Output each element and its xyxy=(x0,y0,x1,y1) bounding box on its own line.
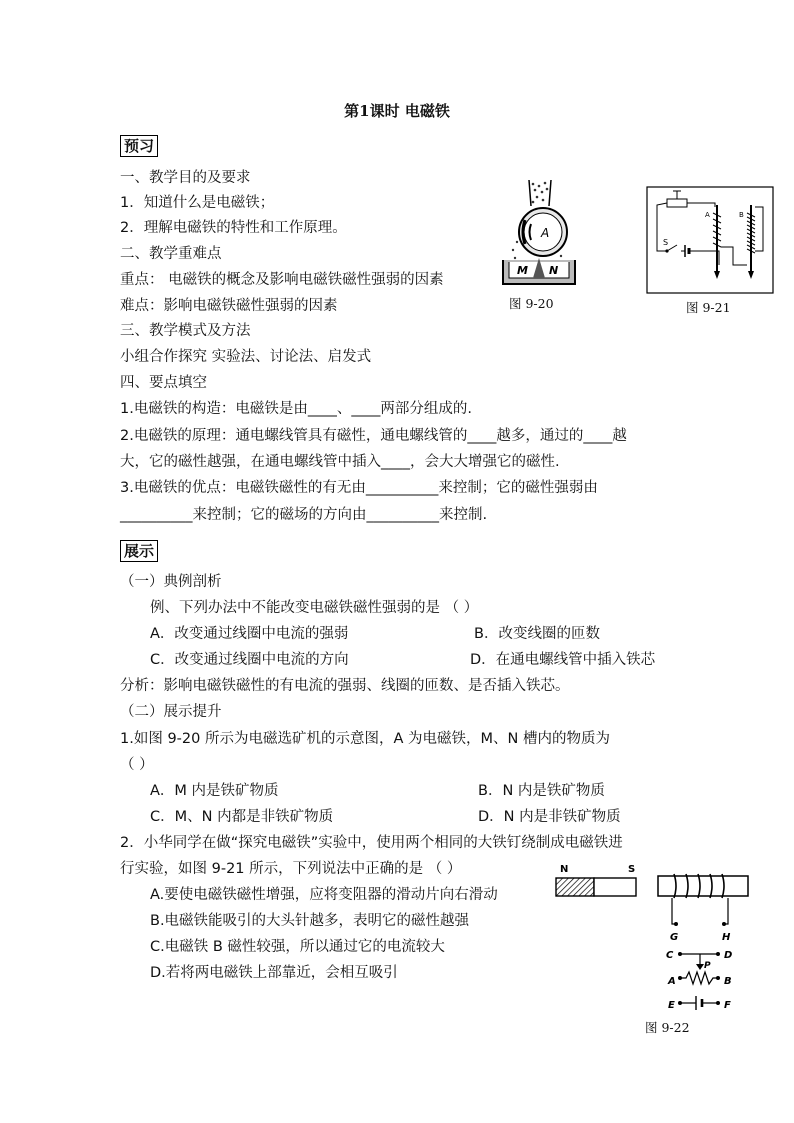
show-line: 1.如图 9-20 所示为电磁选矿机的示意图，A 为电磁铁，M、N 槽内的物质为 xyxy=(120,731,610,747)
show-line: （一）典例剖析 xyxy=(120,574,222,590)
preview-line: 2．理解电磁铁的特性和工作原理。 xyxy=(120,220,347,236)
fig22-label-a: A xyxy=(668,976,676,987)
fig22-label-n: N xyxy=(560,864,569,875)
figure-9-21 xyxy=(645,185,775,295)
fig22-label-c: C xyxy=(666,950,674,961)
fig20-label-n: N xyxy=(549,264,559,277)
show-line: A.要使电磁铁磁性增强，应将变阻器的滑动片向右滑动 xyxy=(150,887,498,903)
preview-line: 三、教学模式及方法 xyxy=(120,323,251,339)
fig22-label-b: B xyxy=(724,976,732,987)
fig22-label-f: F xyxy=(724,1000,731,1011)
preview-line: __________来控制；它的磁场的方向由__________来控制. xyxy=(120,507,488,523)
show-line: （ ） xyxy=(120,757,154,773)
figure-9-22 xyxy=(550,862,790,1012)
show-line: 行实验，如图 9-21 所示，下列说法中正确的是 （ ） xyxy=(120,861,462,877)
show-line: 分析：影响电磁铁磁性的有电流的强弱、线圈的匝数、是否插入铁芯。 xyxy=(120,678,570,694)
preview-line: 二、教学重难点 xyxy=(120,246,222,262)
preview-section-label: 预习 xyxy=(120,135,158,157)
show-line: D．在通电螺线管中插入铁芯 xyxy=(470,652,656,668)
fig22-label-h: H xyxy=(722,932,731,943)
figure-9-20 xyxy=(495,180,585,300)
show-line: D．N 内是非铁矿物质 xyxy=(478,809,621,825)
show-line: A．M 内是铁矿物质 xyxy=(150,783,279,799)
show-line: B.电磁铁能吸引的大头针越多，表明它的磁性越强 xyxy=(150,913,470,929)
preview-line: 重点： 电磁铁的概念及影响电磁铁磁性强弱的因素 xyxy=(120,272,444,288)
show-line: B．N 内是铁矿物质 xyxy=(478,783,605,799)
fig21-caption: 图 9-21 xyxy=(686,300,731,315)
fig21-label-s: S xyxy=(663,238,669,247)
fig20-label-a: A xyxy=(541,226,550,240)
show-line: B．改变线圈的匝数 xyxy=(474,626,600,642)
preview-line: 3.电磁铁的优点：电磁铁磁性的有无由__________来控制；它的磁性强弱由 xyxy=(120,480,598,496)
preview-line: 1．知道什么是电磁铁； xyxy=(120,195,275,211)
show-line: C.电磁铁 B 磁性较强，所以通过它的电流较大 xyxy=(150,939,445,955)
fig22-label-d: D xyxy=(724,950,733,961)
preview-line: 1.电磁铁的构造：电磁铁是由____、____两部分组成的. xyxy=(120,401,472,417)
preview-line: 一、教学目的及要求 xyxy=(120,170,251,186)
fig20-label-m: M xyxy=(517,264,528,277)
show-line: 2．小华同学在做“探究电磁铁”实验中，使用两个相同的大铁钉绕制成电磁铁进 xyxy=(120,835,623,851)
page-title: 第1课时 电磁铁 xyxy=(344,102,450,120)
show-line: D.若将两电磁铁上部靠近，会相互吸引 xyxy=(150,965,398,981)
preview-line: 四、要点填空 xyxy=(120,375,207,391)
show-section-label: 展示 xyxy=(120,540,158,562)
fig21-label-a: A xyxy=(705,211,710,219)
show-line: C．M、N 内都是非铁矿物质 xyxy=(150,809,334,825)
fig20-caption: 图 9-20 xyxy=(509,296,554,311)
fig21-label-b: B xyxy=(739,211,744,219)
preview-line: 大，它的磁性越强，在通电螺线管中插入____，会大大增强它的磁性. xyxy=(120,454,560,470)
show-line: C．改变通过线圈中电流的方向 xyxy=(150,652,349,668)
fig22-label-p: P xyxy=(704,961,711,971)
fig22-label-e: E xyxy=(668,1000,675,1011)
preview-line: 小组合作探究 实验法、讨论法、启发式 xyxy=(120,349,372,365)
fig22-label-g: G xyxy=(670,932,679,943)
fig22-caption: 图 9-22 xyxy=(645,1020,690,1035)
show-line: 例、下列办法中不能改变电磁铁磁性强弱的是 （ ） xyxy=(150,600,479,616)
preview-line: 难点：影响电磁铁磁性强弱的因素 xyxy=(120,298,338,314)
show-line: （二）展示提升 xyxy=(120,704,222,720)
fig22-label-s: S xyxy=(628,864,636,875)
show-line: A．改变通过线圈中电流的强弱 xyxy=(150,626,349,642)
preview-line: 2.电磁铁的原理：通电螺线管具有磁性，通电螺线管的____越多，通过的____越 xyxy=(120,428,627,444)
